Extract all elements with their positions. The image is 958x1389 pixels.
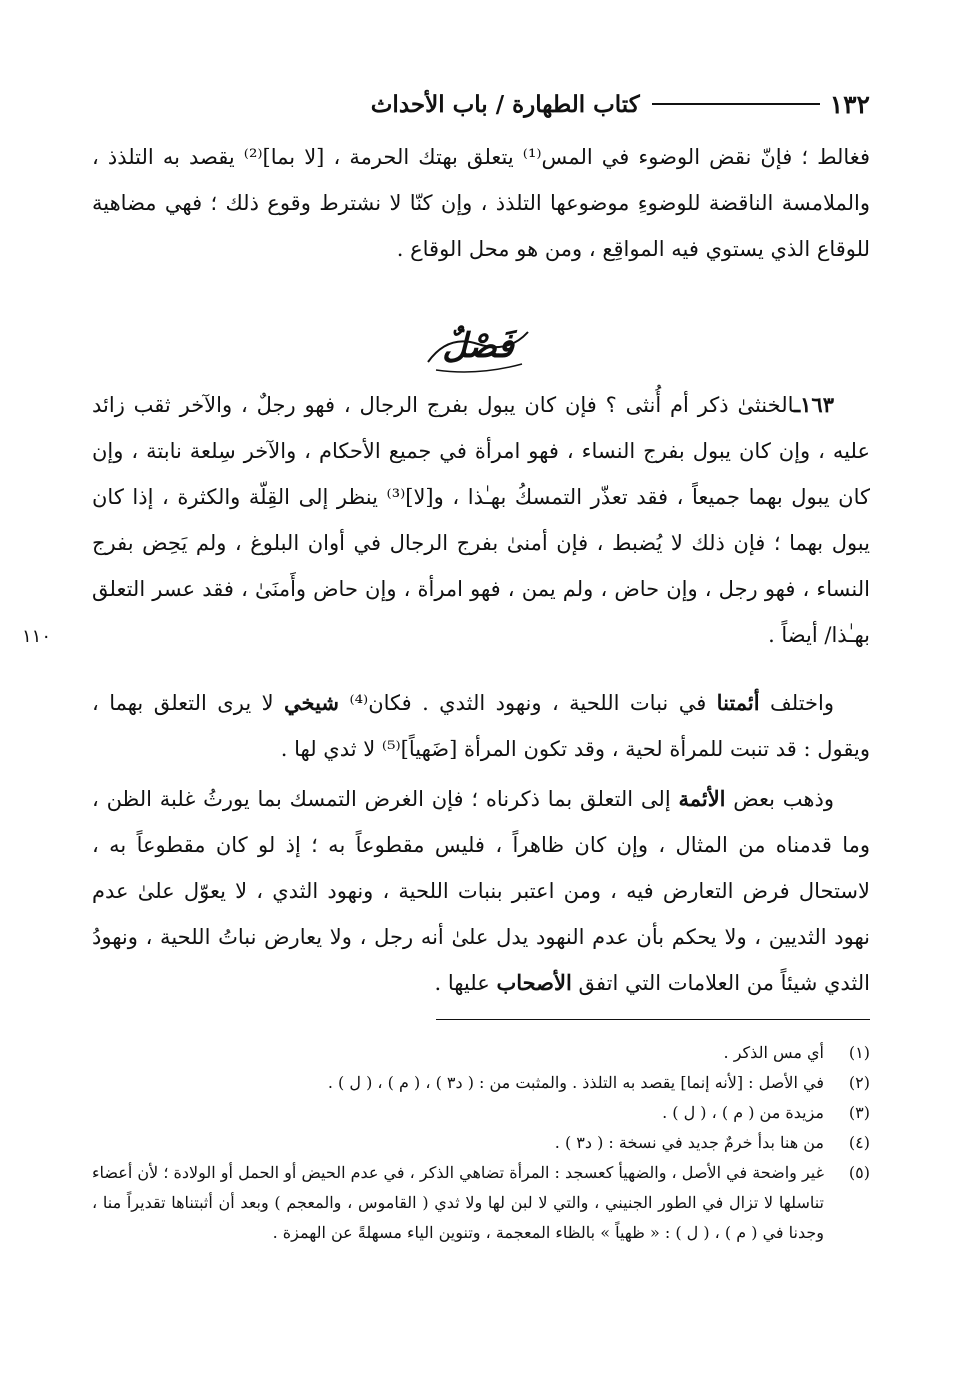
- footnote-number: (٥): [848, 1163, 870, 1182]
- footnote: [92, 1098, 870, 1128]
- paragraph-4: [92, 776, 870, 1006]
- margin-folio-number: ١١٠: [22, 626, 52, 647]
- footnote-number: (١): [848, 1043, 870, 1062]
- page-number: ١٣٢: [829, 89, 870, 119]
- footnote-text: مزيدة من ( م ) ، ( ل ) .: [662, 1103, 824, 1122]
- paragraph-4-rest: عليها .: [434, 971, 497, 995]
- footnote: [92, 1068, 870, 1098]
- footnotes: [92, 1038, 870, 1248]
- footnote-text: من هنا بدأ خرمٌ جديد في نسخة : ( د٣ ) .: [554, 1133, 824, 1152]
- paragraph-4-body: [92, 776, 870, 1006]
- footnote-number: (٢): [848, 1073, 870, 1092]
- paragraph-3-prefix: واختلف: [759, 691, 834, 715]
- paragraph-163-body: [92, 382, 870, 658]
- footnote-text: غير واضحة في الأصل ، والضهيأ كعسجد : المرأة تضاهي الذكر ، في عدم الحيض أو الحمل أو الولادة ؛ لأن أعضاء تناسلها لا تزال في الطور الجنيني ، والتي لا لبن لها ولا ثدي ( القاموس ، والمعجم ) وبعد أن أثبتناها تقديراً منا ، وجدنا في ( م ) ، ( ل ) : « ظهياً » بالظاء المعجمة ، وتنوين الياء مسهلةً عن الهمزة .: [92, 1163, 825, 1242]
- paragraph-1: [92, 134, 870, 272]
- paragraph-4-prefix: وذهب بعض: [725, 787, 834, 811]
- footnote: [92, 1158, 870, 1248]
- header-title: كتاب الطهارة / باب الأحداث: [370, 90, 640, 118]
- footnote-number: (٤): [848, 1133, 870, 1152]
- footnote-text: في الأصل : [لأنه إنما] يقصد به التلذذ . والمثبت من : ( د٣ ) ، ( م ) ، ( ل ) .: [327, 1073, 824, 1092]
- paragraph-3: [92, 680, 870, 772]
- paragraph-3-middle: في نبات اللحية ، ونهود الثدي . فكان⁽⁴⁾: [339, 691, 717, 715]
- paragraph-163-text: الخنثىٰ ذكر أم أُنثى ؟ فإن كان يبول بفرج الرجال ، فهو رجلٌ ، والآخر ثقب زائد عليه ، وإن كان يبول بفرج النساء ، فهو امرأة في جميع الأحكام ، والآخر سِلعة نابتة ، وإن كان يبول بهما جميعاً ، فقد تعذّر التمسكُ بهـٰذا ، و[لا]⁽³⁾ ينظر إلى القِلّة والكثرة ، إذا كان يبول بهما ؛ فإن ذلك لا يُضبط ، فإن أمنىٰ بفرج الرجال في أوان البلوغ ، ولم يَحِض بفرج النساء ، فهو رجل ، وإن حاض ، ولم يمن ، فهو امرأة ، وإن حاض وأَمنَىٰ ، فقد عسر التعلق بهـٰذا/ أيضاً .: [92, 393, 870, 647]
- footnote: [92, 1038, 870, 1068]
- footnote-number: (٣): [848, 1103, 870, 1122]
- paragraph-4-middle: إلى التعلق بما ذكرناه ؛ فإن الغرض التمسك بما يورثُ غلبة الظن ، وما قدمناه من المثال ، وإن كان ظاهراً ، فليس مقطوعاً به ؛ إذ لو كان مقطوعاً به ، لاستحال فرض التعارض فيه ، ومن اعتبر بنبات اللحية ، ونهود الثدي ، لا يعوّل علىٰ عدم نهود الثديين ، ولا يحكم بأن عدم النهود يدل علىٰ أنه رجل ، ولا يعارض نباتُ اللحية ، ونهودُ الثدي شيئاً من العلامات التي اتفق: [92, 787, 870, 995]
- paragraph-163: [92, 382, 870, 658]
- paragraph-1-text: فغالط ؛ فإنّ نقض الوضوء في المس⁽¹⁾ يتعلق بهتك الحرمة ، [لا بما]⁽²⁾ يقصد به التلذذ ، والملامسة الناقضة للوضوءِ موضوعها التلذذ ، وإن كنّا لا نشترط وقوع ذلك ؛ فهي مضاهية للوقاع الذي يستوي فيه المواقِع ، ومن هو محل الوقاع .: [92, 145, 870, 261]
- paragraph-3-rest: لا يرى التعلق بهما ، ويقول : قد تنبت للمرأة لحية ، وقد تكون المرأة [ضَهياً]⁽⁵⁾ لا ثدي لها .: [92, 691, 870, 761]
- footnote-separator: [436, 1019, 870, 1020]
- paragraph-3-bold-shaykhi: شيخي: [284, 690, 340, 715]
- paragraph-4-bold-aimma: الأئمة: [678, 786, 726, 811]
- paragraph-4-bold-ashab: الأصحاب: [496, 970, 572, 995]
- section-heading: فَصْلٌ: [442, 326, 514, 366]
- running-header: [92, 84, 870, 124]
- paragraph-3-body: [92, 680, 870, 772]
- paragraph-3-bold-aimmatuna: أئمتنا: [716, 690, 760, 715]
- paragraph-number: ١٦٣ـ: [794, 392, 834, 417]
- header-rule: [652, 103, 820, 105]
- footnote-text: أي مس الذكر .: [723, 1043, 824, 1062]
- section-heading-ornament: [418, 314, 538, 378]
- footnote: [92, 1128, 870, 1158]
